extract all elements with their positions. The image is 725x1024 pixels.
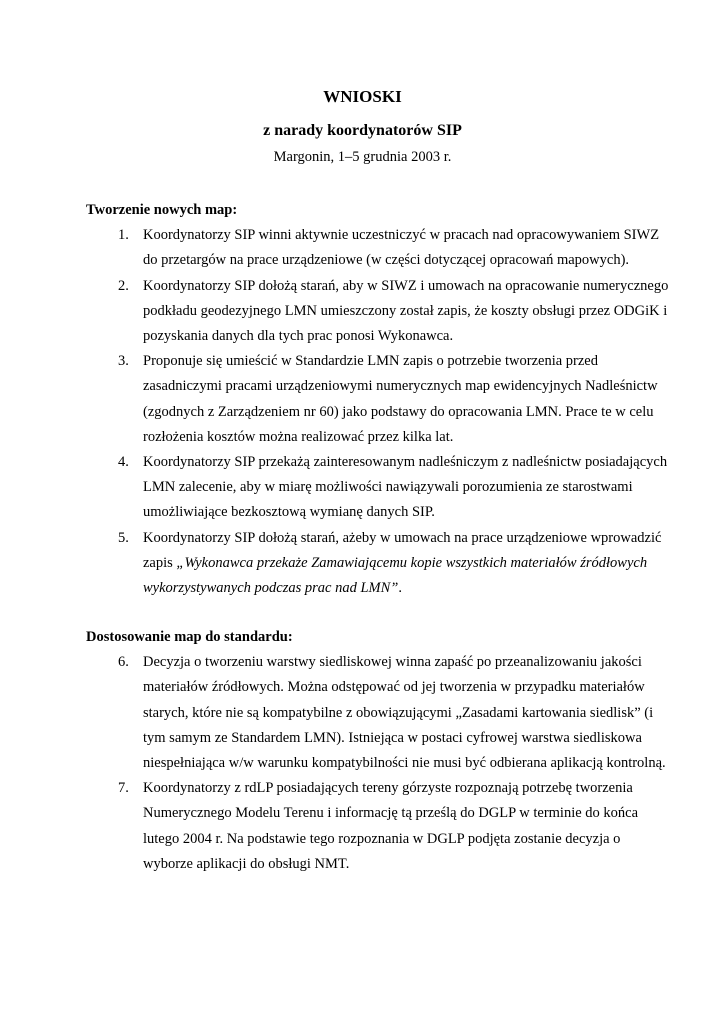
item-number: 7. xyxy=(118,780,129,797)
item-number: 6. xyxy=(118,654,129,671)
item-text: Proponuje się umieścić w Standardzie LMN zapis o potrzebie tworzenia przed zasadniczymi pracami urządzeniowymi numerycznych map ewidencyjnych Nadleśnictw (zgodnych z Zarządzeniem nr 60) jako podstawy do opracowania LMN. Prace te w celu rozłożenia kosztów można realizować przez kilka lat. xyxy=(143,353,658,445)
list-item xyxy=(86,274,671,350)
document-subtitle: z narady koordynatorów SIP xyxy=(263,122,462,139)
item-number: 5. xyxy=(118,529,129,546)
list-item xyxy=(86,650,671,776)
place-date: Margonin, 1–5 grudnia 2003 r. xyxy=(273,149,452,165)
item-text: Koordynatorzy SIP dołożą starań, aby w SIWZ i umowach na opracowanie numerycznego podkładu geodezyjnego LMN umieszczony został zapis, że koszty obsługi przez ODGiK i pozyskania danych dla tych prac ponosi Wykonawca. xyxy=(143,277,669,345)
document-title: WNIOSKI xyxy=(323,87,402,106)
section-new-maps xyxy=(86,198,669,601)
section-standard xyxy=(86,625,666,877)
item-number: 4. xyxy=(118,454,129,471)
list-item xyxy=(86,526,671,602)
item-text: Koordynatorzy SIP przekażą zainteresowanym nadleśniczym z nadleśnictw posiadających LMN zalecenie, aby w miarę możliwości nawiązywali porozumienia ze starostwami umożliwiające bezkosztową wymianę danych SIP. xyxy=(143,454,668,521)
item-text xyxy=(143,526,671,602)
item-text-lead: Koordynatorzy SIP dołożą starań, ażeby w umowach na prace urządzeniowe wprowadzić zapis xyxy=(143,529,662,571)
item-text: Decyzja o tworzeniu warstwy siedliskowej winna zapaść po przeanalizowaniu jakości materiałów źródłowych. Można odstępować od jej tworzenia w przypadku materiałów starych, które nie są kompatybilne z obowiązującymi „Zasadami kartowania siedlisk” (i tym samym ze Standardem LMN). Istniejąca w postaci cyfrowej warstwa siedliskowa niespełniająca w/w warunku kompatybilności nie musi być odbierana aplikacją kontrolną. xyxy=(143,654,666,772)
section-heading: Tworzenie nowych map: xyxy=(86,202,238,218)
conclusion-list xyxy=(86,650,666,877)
item-text-tail: . xyxy=(398,580,402,597)
section-heading: Dostosowanie map do standardu: xyxy=(86,629,293,645)
list-item xyxy=(86,349,671,450)
list-item xyxy=(86,450,671,526)
item-number: 1. xyxy=(118,227,129,244)
list-item xyxy=(86,776,671,877)
item-text: Koordynatorzy SIP winni aktywnie uczestniczyć w pracach nad opracowywaniem SIWZ do przetargów na prace urządzeniowe (w części dotyczącej opracowań mapowych). xyxy=(143,227,660,269)
conclusion-list xyxy=(86,223,669,601)
list-item xyxy=(86,223,671,273)
item-number: 3. xyxy=(118,353,129,370)
item-text-quote: „Wykonawca przekaże Zamawiającemu kopie wszystkich materiałów źródłowych wykorzystywanych podczas prac nad LMN” xyxy=(143,554,648,597)
item-number: 2. xyxy=(118,277,129,294)
item-text: Koordynatorzy z rdLP posiadających tereny górzyste rozpoznają potrzebę tworzenia Numerycznego Modelu Terenu i informację tą prześlą do DGLP w terminie do końca lutego 2004 r. Na podstawie tego rozpoznania w DGLP podjęta zostanie decyzja o wyborze aplikacji do obsługi NMT. xyxy=(143,780,639,872)
